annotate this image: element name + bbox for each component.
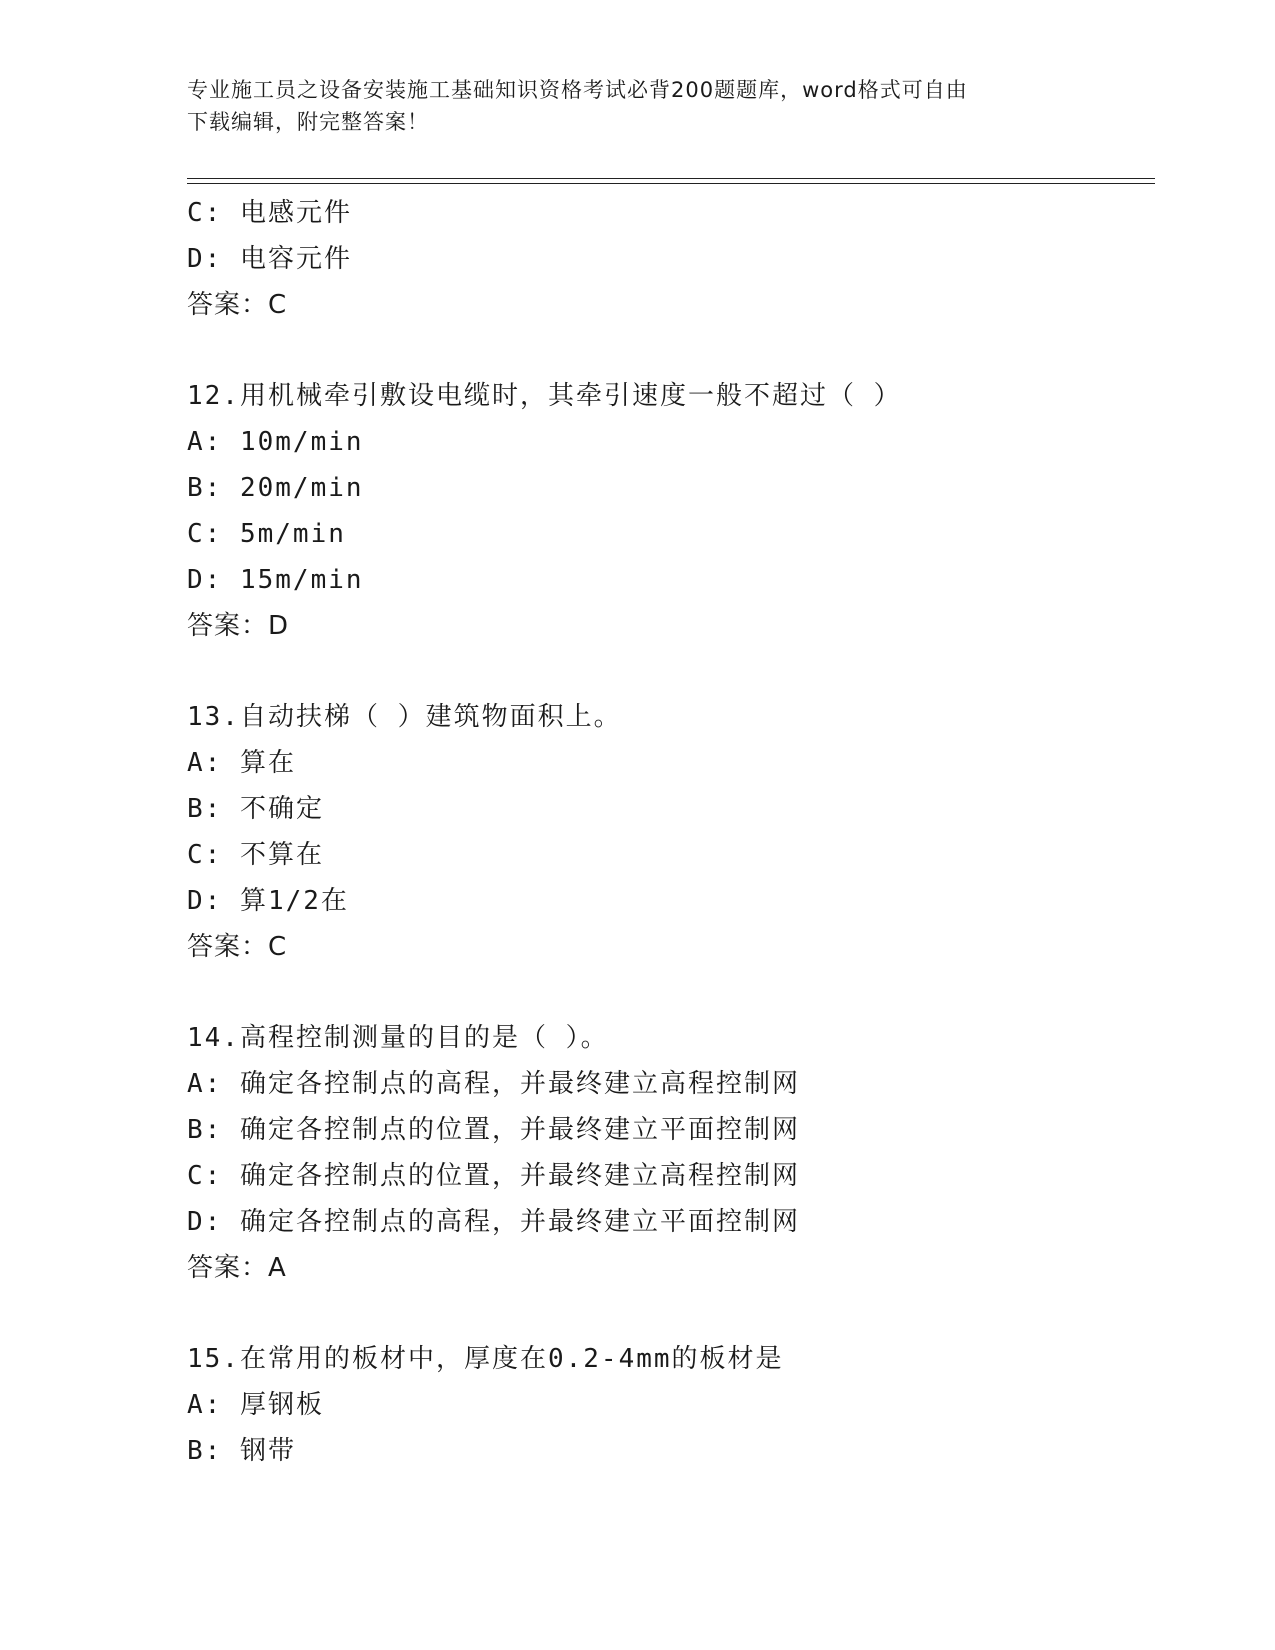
answer: 答案：C xyxy=(187,290,288,320)
option-a: A: 算在 xyxy=(187,748,296,778)
question-text: 13.自动扶梯（ ）建筑物面积上。 xyxy=(187,702,622,732)
question-13 xyxy=(187,694,1147,970)
carry-over-block xyxy=(187,190,1147,328)
header-line-1: 专业施工员之设备安装施工基础知识资格考试必背200题题库，word格式可自由 xyxy=(187,78,968,102)
option-d: D: 算1/2在 xyxy=(187,886,349,916)
spacer xyxy=(187,1291,1147,1336)
option-a: A: 厚钢板 xyxy=(187,1390,324,1420)
option-d: D: 确定各控制点的高程，并最终建立平面控制网 xyxy=(187,1207,800,1237)
spacer xyxy=(187,649,1147,694)
option-c: C: 不算在 xyxy=(187,840,324,870)
option-d: D: 电容元件 xyxy=(187,244,352,274)
header-divider-top xyxy=(187,178,1155,179)
option-c: C: 确定各控制点的位置，并最终建立高程控制网 xyxy=(187,1161,800,1191)
option-c: C: 电感元件 xyxy=(187,198,352,228)
header-divider-bottom xyxy=(187,183,1155,184)
spacer xyxy=(187,970,1147,1015)
spacer xyxy=(187,328,1147,373)
header-line-2: 下载编辑，附完整答案！ xyxy=(187,110,429,134)
answer: 答案：D xyxy=(187,611,290,641)
question-14 xyxy=(187,1015,1147,1291)
option-d: D: 15m/min xyxy=(187,565,364,595)
question-text: 15.在常用的板材中，厚度在0.2-4mm的板材是 xyxy=(187,1344,784,1374)
option-c: C: 5m/min xyxy=(187,519,346,549)
option-b: B: 20m/min xyxy=(187,473,364,503)
question-text: 12.用机械牵引敷设电缆时，其牵引速度一般不超过（ ） xyxy=(187,381,902,411)
option-a: A: 确定各控制点的高程，并最终建立高程控制网 xyxy=(187,1069,800,1099)
question-12 xyxy=(187,373,1147,649)
option-a: A: 10m/min xyxy=(187,427,364,457)
option-b: B: 钢带 xyxy=(187,1436,296,1466)
option-b: B: 确定各控制点的位置，并最终建立平面控制网 xyxy=(187,1115,800,1145)
question-list xyxy=(187,190,1147,1474)
question-text: 14.高程控制测量的目的是（ ）。 xyxy=(187,1023,609,1053)
answer: 答案：C xyxy=(187,932,288,962)
option-b: B: 不确定 xyxy=(187,794,324,824)
document-header xyxy=(187,74,1087,138)
answer: 答案：A xyxy=(187,1253,287,1283)
question-15 xyxy=(187,1336,1147,1474)
